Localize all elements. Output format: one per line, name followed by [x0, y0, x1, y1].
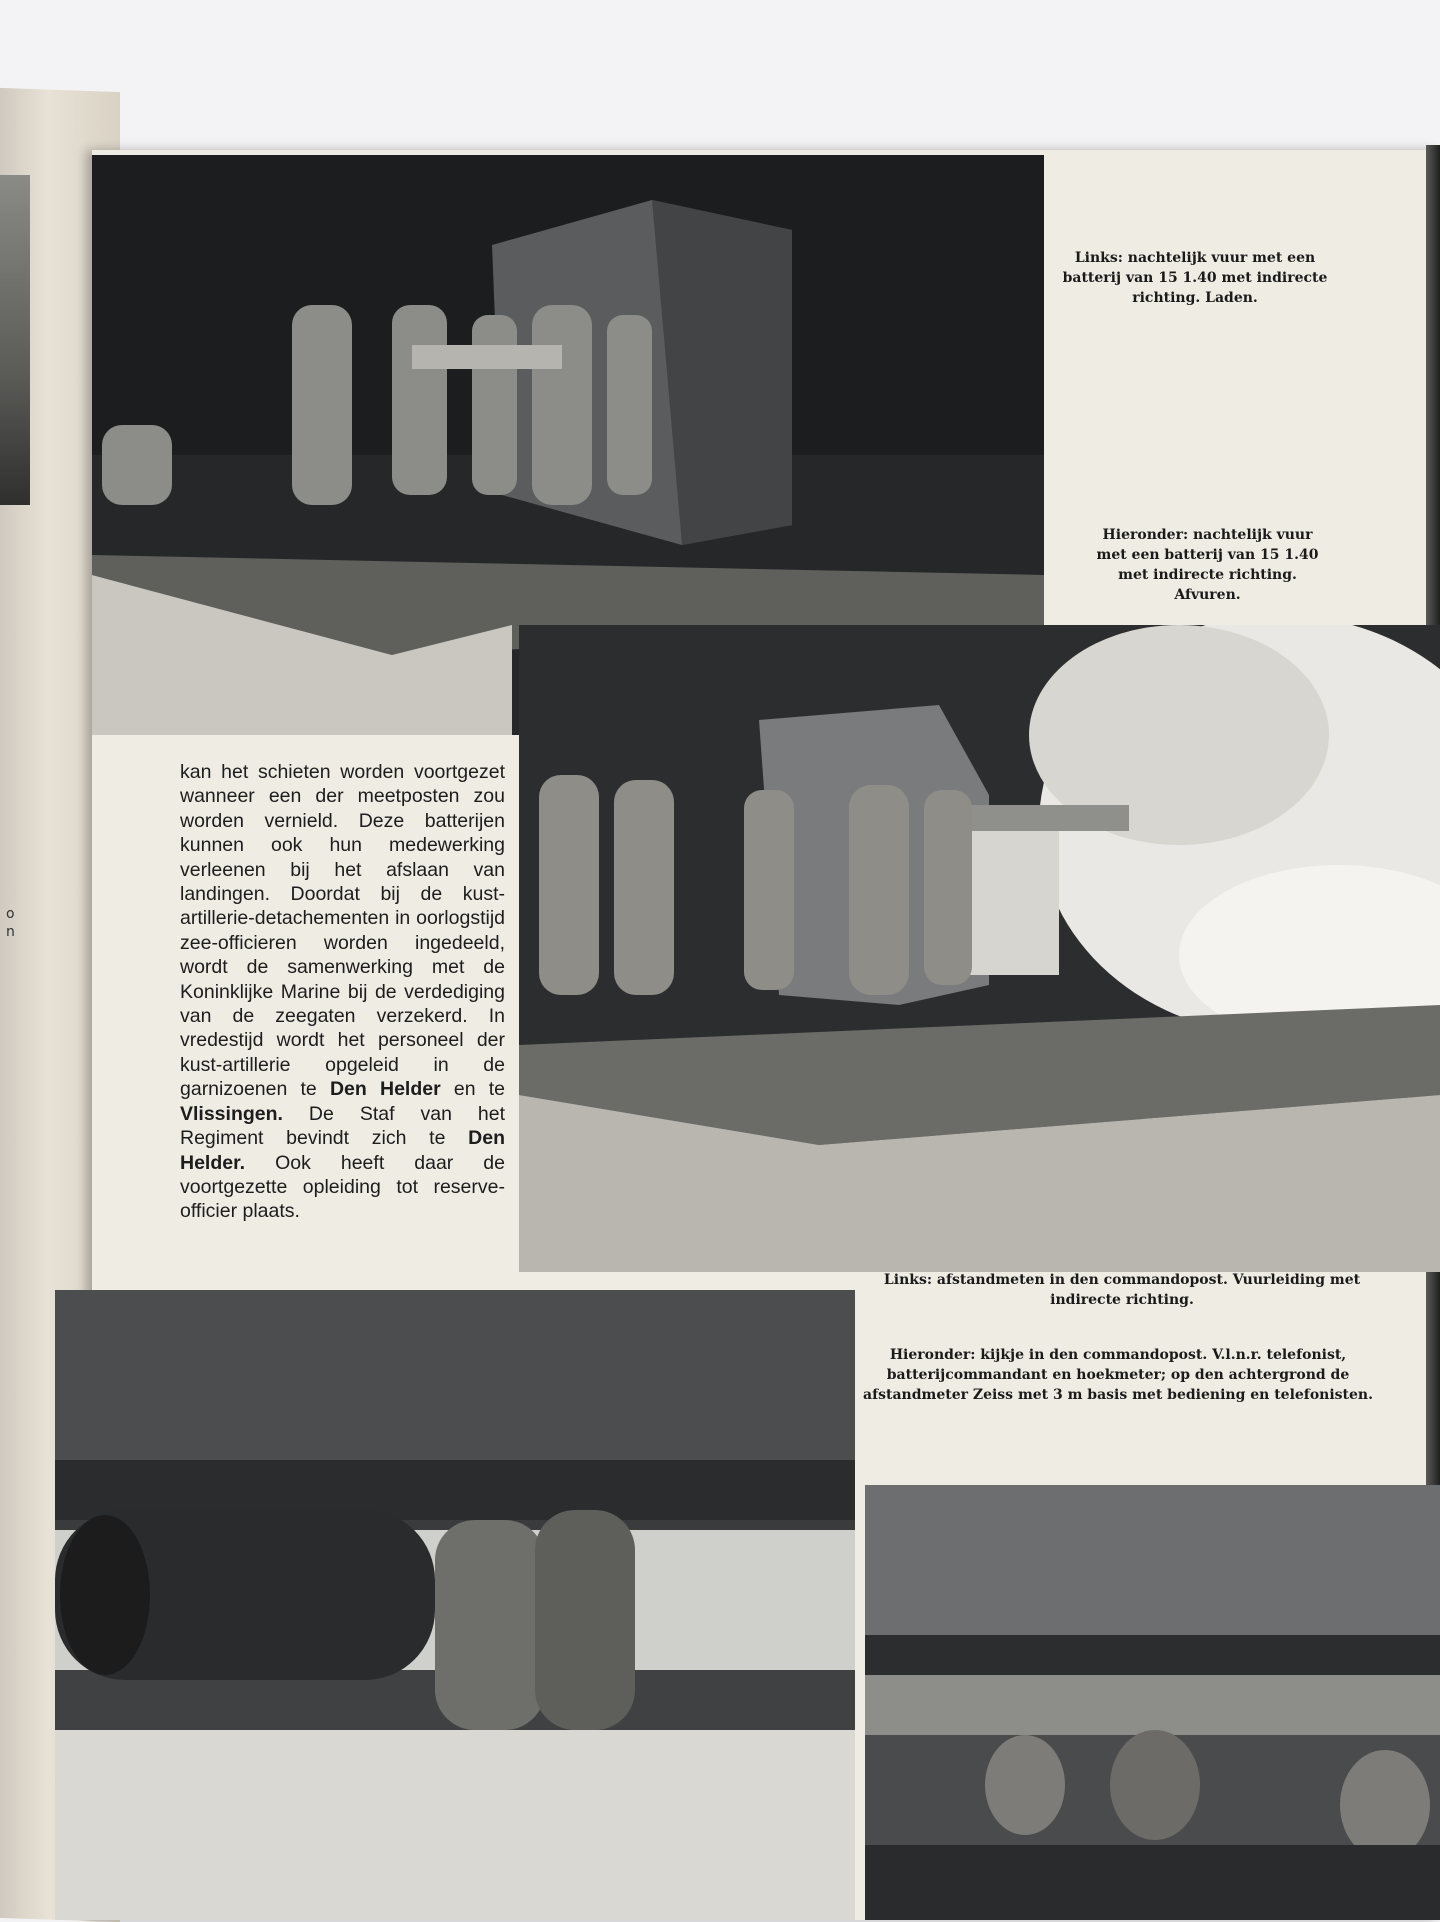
- left-page-photo-fragment: [0, 175, 30, 505]
- city-den-helder: Den Helder: [329, 1078, 441, 1101]
- article-body-text: kan het schieten worden voortgezet wanneer een der meetposten zou worden vernield. Deze batterijen kunnen ook hun medewerking verleenen bij het afslaan van landingen. Doordat bij de kust-artillerie-detachementen in oorlogstijd zee-officieren worden ingedeeld, wordt de samenwerking met de Koninklijke Marine bij de verdediging van de zeegaten verzekerd. In vredestijd wordt het personeel der kust-artillerie opgeleid in de garnizoenen te Den Helder en te Vlissingen. De Staf van het Regiment bevindt zich te Den Helder. Ook heeft daar de voortgezette opleiding tot reserve-officier plaats.: [180, 761, 506, 1223]
- photo-night-firing: [519, 625, 1440, 1272]
- left-page-text-fragment: o n: [6, 906, 15, 940]
- caption-night-firing: Hieronder: nachtelijk vuur met een batterij van 15 1.40 met indirecte richting. Afvuren.: [1096, 527, 1319, 603]
- photo-rangefinder: [55, 1290, 855, 1920]
- caption-command-post: Hieronder: kijkje in den commandopost. V.l.n.r. telefonist, batterijcommandant en hoekmeter; op den achtergrond de afstandmeter Zeiss met 3 m basis met bediening en telefonisten.: [863, 1347, 1373, 1403]
- caption-night-loading: Links: nachtelijk vuur met een batterij van 15 1.40 met indirecte richting. Laden.: [1062, 250, 1328, 306]
- caption-rangefinding: Links: afstandmeten in den commandopost. Vuurleiding met indirecte richting.: [883, 1272, 1361, 1308]
- city-vlissingen: Vlissingen.: [180, 1102, 283, 1125]
- photo-command-post: [865, 1485, 1440, 1920]
- city-den-helder-2: Den Helder.: [180, 1127, 505, 1174]
